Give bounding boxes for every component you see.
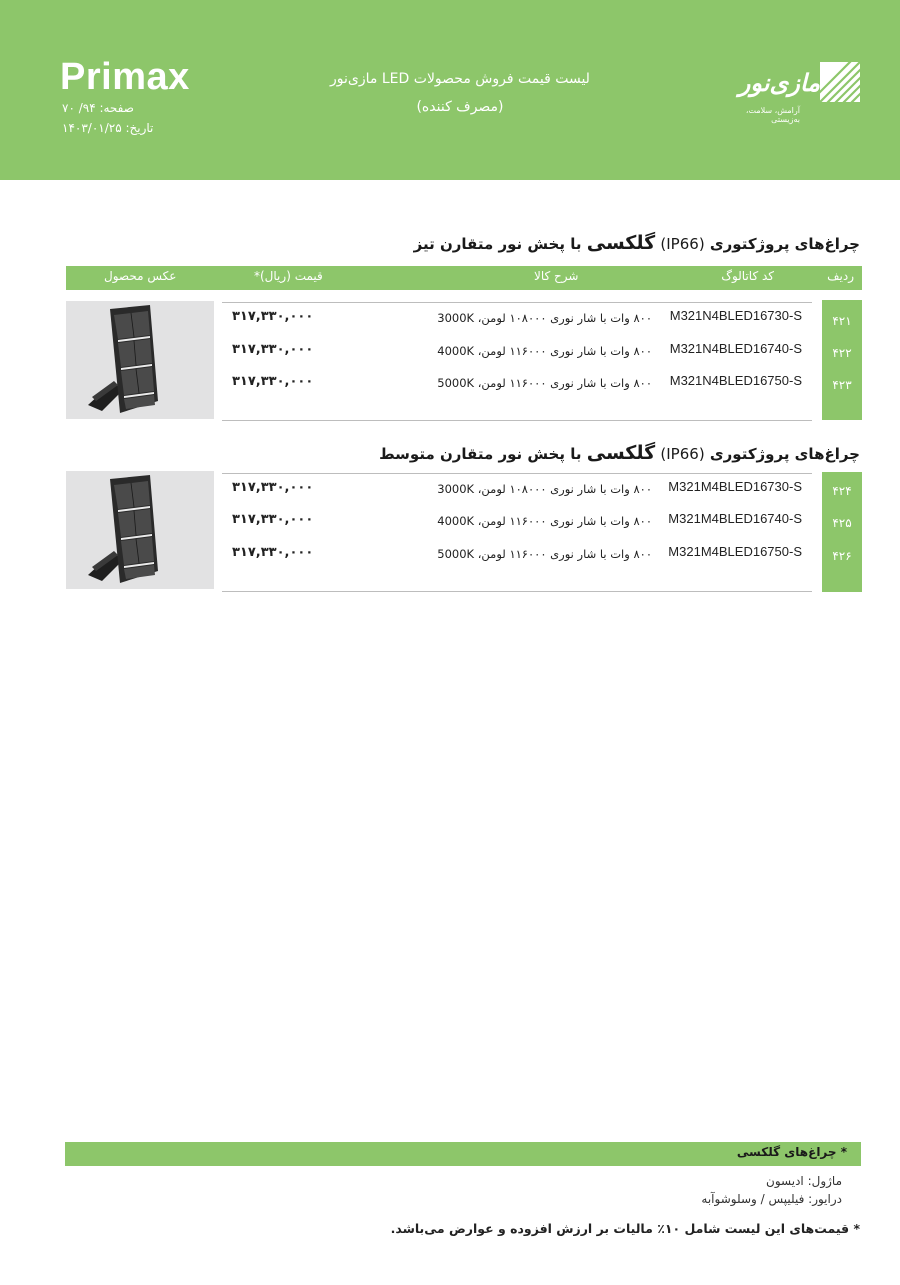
column-product-image: عکس محصول [104,269,177,283]
table-column-header [66,266,862,290]
row-number: ۴۲۱ [832,314,852,328]
column-description: شرح کالا [534,269,579,283]
floodlight-product-image [66,301,214,419]
table-divider [222,420,812,421]
catalog-code: M321N4BLED16740-S [669,341,802,356]
section-title-narrow-beam: چراغ‌های پروژکتوری (IP66) گلکسی با پخش نور متقارن تیز [413,232,860,254]
row-number-column [822,300,862,420]
brand-name: Primax [60,56,190,98]
product-description: ۸۰۰ وات با شار نوری ۱۱۶۰۰۰ لومن، 5000K [437,376,652,390]
table-divider [222,473,812,474]
product-description: ۸۰۰ وات با شار نوری ۱۱۶۰۰۰ لومن، 5000K [437,547,652,561]
tax-footnote: * قیمت‌های این لیست شامل ۱۰٪ مالیات بر ارزش افزوده و عوارض می‌باشد. [390,1221,860,1236]
product-description: ۸۰۰ وات با شار نوری ۱۰۸۰۰۰ لومن، 3000K [437,482,652,496]
product-price: ۳۱۷,۳۳۰,۰۰۰ [232,374,314,389]
row-number: ۴۲۳ [832,378,852,392]
column-row-number: ردیف [827,269,854,283]
product-price: ۳۱۷,۳۳۰,۰۰۰ [232,512,314,527]
product-price: ۳۱۷,۳۳۰,۰۰۰ [232,480,314,495]
company-logo [720,60,860,122]
section-title-medium-beam: چراغ‌های پروژکتوری (IP66) گلکسی با پخش نور متقارن متوسط [379,442,860,464]
logo-wordmark: مازی‌نور [738,68,820,97]
row-number-column [822,472,862,592]
driver-note: درایور: فیلیپس / وسلوشوآبه [701,1192,842,1206]
page-header [0,0,900,180]
table-divider [222,591,812,592]
floodlight-icon [66,471,214,589]
catalog-code: M321M4BLED16750-S [668,544,802,559]
module-note: ماژول: ادیسون [766,1174,842,1188]
product-description: ۸۰۰ وات با شار نوری ۱۰۸۰۰۰ لومن، 3000K [437,311,652,325]
product-price: ۳۱۷,۳۳۰,۰۰۰ [232,309,314,324]
row-number: ۴۲۵ [832,516,852,530]
product-price: ۳۱۷,۳۳۰,۰۰۰ [232,545,314,560]
row-number: ۴۲۴ [832,484,852,498]
column-price: قیمت (ریال)* [254,269,323,283]
issue-date: تاریخ: ۱۴۰۳/۰۱/۲۵ [62,121,154,135]
catalog-code: M321M4BLED16740-S [668,511,802,526]
row-number: ۴۲۶ [832,549,852,563]
floodlight-product-image [66,471,214,589]
column-catalog-code: کد کاتالوگ [721,269,774,283]
logo-tagline: آرامش، سلامت، به‌زیستی [745,106,800,124]
catalog-code: M321M4BLED16730-S [668,479,802,494]
product-description: ۸۰۰ وات با شار نوری ۱۱۶۰۰۰ لومن، 4000K [437,344,652,358]
product-price: ۳۱۷,۳۳۰,۰۰۰ [232,342,314,357]
catalog-code: M321N4BLED16730-S [669,308,802,323]
document-title: لیست قیمت فروش محصولات LED مازی‌نور [330,71,590,87]
document-subtitle: (مصرف کننده) [416,99,504,115]
notes-title: * چراغ‌های گلکسی [736,1145,847,1159]
striped-square-logo-icon [820,62,860,102]
product-description: ۸۰۰ وات با شار نوری ۱۱۶۰۰۰ لومن، 4000K [437,514,652,528]
notes-header-bar [65,1142,861,1166]
floodlight-icon [66,301,214,419]
page-number: صفحه: ۹۴/ ۷۰ [62,101,134,115]
row-number: ۴۲۲ [832,346,852,360]
table-divider [222,302,812,303]
catalog-code: M321N4BLED16750-S [669,373,802,388]
